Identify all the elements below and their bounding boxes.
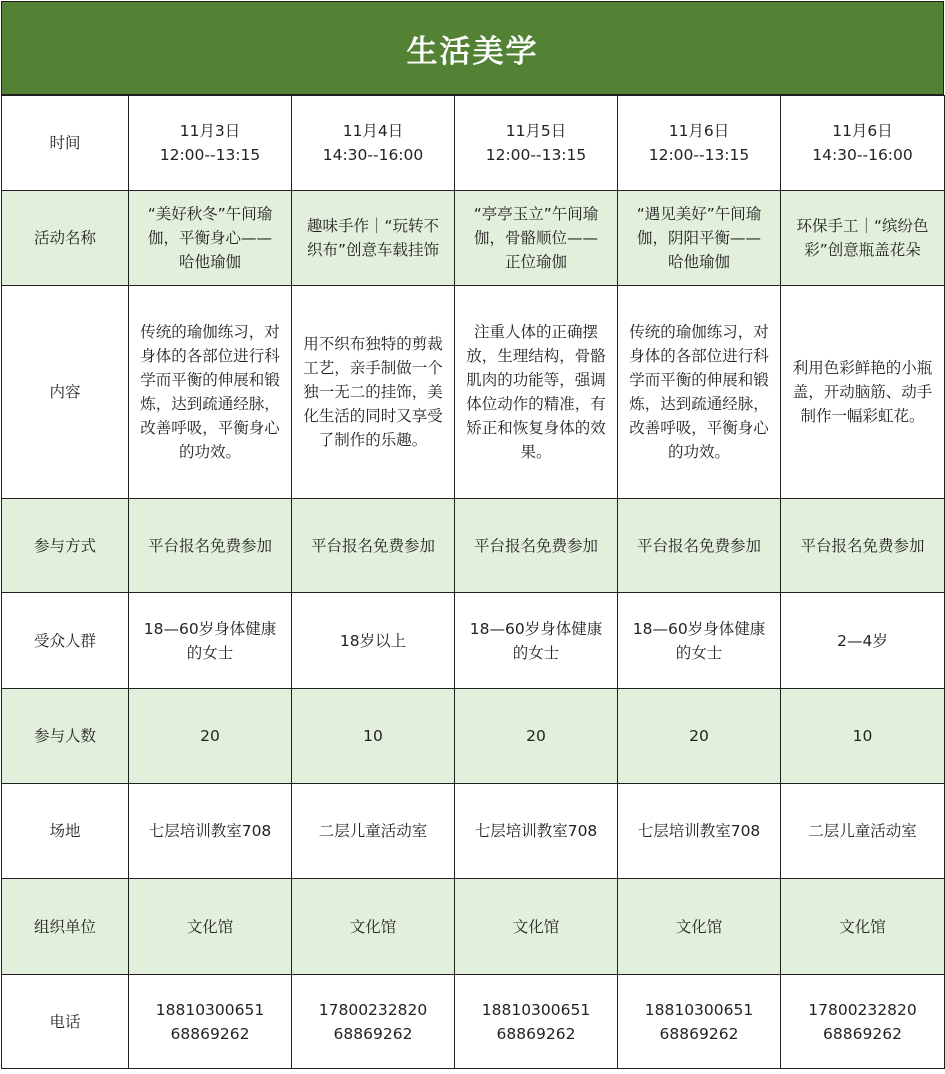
cell-line: “美好秋冬”午间瑜 [147,205,273,223]
row-label: 活动名称 [2,191,129,286]
table-cell [781,191,945,286]
cell-line: 18—60岁身体健康 [632,619,766,638]
cell-line: 的女士 [186,643,234,662]
cell-line: 体位动作的精准，有 [466,395,606,413]
cell-line: 盖，开动脑筋、动手 [792,383,933,401]
page-title: 生活美学 [406,33,539,70]
cell-line: 14:30--16:00 [812,146,913,164]
cell-line: 炼，达到疏通经脉， [629,395,769,413]
table-cell: 二层儿童活动室 [781,784,945,879]
cell-line: 17800232820 [318,1000,428,1019]
table-cell: 20 [618,689,781,784]
cell-line: 彩”创意瓶盖花朵 [804,241,921,259]
cell-line: 18810300651 [155,1000,265,1019]
table-cell [292,96,455,191]
cell-line: 利用色彩鲜艳的小瓶 [792,359,933,377]
cell-line: 68869262 [333,1024,413,1043]
cell-line: 传统的瑜伽练习，对 [140,323,280,341]
table-cell [292,593,455,689]
cell-line: 12:00--13:15 [485,146,587,164]
cell-line: 改善呼吸，平衡身心 [140,419,280,437]
cell-line: 哈他瑜伽 [667,253,730,271]
cell-line: 炼，达到疏通经脉， [140,395,280,413]
table-cell: 文化馆 [455,879,618,975]
table-cell [618,286,781,499]
row-label: 内容 [2,286,129,499]
table-cell [129,593,292,689]
cell-line: 11月4日 [342,122,404,140]
cell-line: 果。 [520,443,552,461]
cell-line: 68869262 [496,1024,576,1043]
row-content [2,286,945,499]
cell-line: 11月5日 [505,122,567,140]
cell-line: 11月6日 [832,122,893,140]
table-cell [455,593,618,689]
cell-line: 制作一幅彩虹花。 [800,407,925,425]
schedule-table [1,95,945,1069]
table-cell: 七层培训教室708 [129,784,292,879]
table-cell [781,593,945,689]
cell-line: 伽，阴阳平衡—— [636,229,761,247]
cell-line: 化生活的同时又享受 [303,407,443,425]
table-cell: 20 [455,689,618,784]
table-cell [455,975,618,1069]
table-cell: 文化馆 [781,879,945,975]
table-cell: 文化馆 [292,879,455,975]
row-label: 组织单位 [2,879,129,975]
cell-line: 17800232820 [808,1000,917,1019]
cell-line: 身体的各部位进行科 [629,347,769,365]
cell-line: 的功效。 [178,443,241,461]
table-cell [292,975,455,1069]
schedule-sheet [1,1,944,1072]
table-cell [455,96,618,191]
table-cell [129,975,292,1069]
cell-line: 伽，骨骼顺位—— [473,229,598,247]
cell-line: 68869262 [659,1024,739,1043]
table-cell: 文化馆 [618,879,781,975]
table-cell: 平台报名免费参加 [781,499,945,593]
row-label: 受众人群 [2,593,129,689]
row-label: 电话 [2,975,129,1069]
cell-line: 改善呼吸，平衡身心 [629,419,769,437]
table-cell [129,96,292,191]
table-cell [781,975,945,1069]
row-label: 场地 [2,784,129,879]
cell-line: 环保手工｜“缤纷色 [796,217,929,235]
table-cell: 20 [129,689,292,784]
row-audience [2,593,945,689]
table-cell [455,191,618,286]
table-cell [618,96,781,191]
row-phone [2,975,945,1069]
table-cell [781,286,945,499]
cell-line: 18—60岁身体健康 [143,619,277,638]
cell-line: 12:00--13:15 [648,146,750,164]
cell-line: 肌肉的功能等，强调 [466,371,606,389]
row-participant-count [2,689,945,784]
table-cell: 七层培训教室708 [618,784,781,879]
cell-line: 12:00--13:15 [159,146,261,164]
cell-line: 68869262 [170,1024,250,1043]
cell-line: 18810300651 [481,1000,591,1019]
row-organizer [2,879,945,975]
table-cell [618,975,781,1069]
table-cell: 平台报名免费参加 [455,499,618,593]
cell-line: “亭亭玉立”午间瑜 [473,205,599,223]
cell-line: 2—4岁 [837,631,888,650]
table-cell: 二层儿童活动室 [292,784,455,879]
table-cell [129,286,292,499]
table-cell: 平台报名免费参加 [129,499,292,593]
row-label: 时间 [2,96,129,191]
table-cell: 平台报名免费参加 [292,499,455,593]
cell-line: 18—60岁身体健康 [469,619,603,638]
cell-line: 传统的瑜伽练习，对 [629,323,769,341]
cell-line: 独一无二的挂饰，美 [303,383,443,401]
table-cell [781,96,945,191]
cell-line: 注重人体的正确摆 [473,323,598,341]
title-banner [1,1,944,95]
cell-line: 伽，平衡身心—— [147,229,272,247]
table-cell [618,593,781,689]
row-time [2,96,945,191]
cell-line: 11月6日 [668,122,730,140]
cell-line: 14:30--16:00 [322,146,424,164]
table-cell [618,191,781,286]
table-cell [292,286,455,499]
table-cell [129,191,292,286]
cell-line: 矫正和恢复身体的效 [466,419,606,437]
cell-line: 了制作的乐趣。 [318,431,428,449]
table-cell [455,286,618,499]
table-cell: 文化馆 [129,879,292,975]
cell-line: 正位瑜伽 [504,253,567,271]
cell-line: 趣味手作｜“玩转不 [306,217,440,235]
cell-line: 学而平衡的伸展和锻 [629,371,769,389]
cell-line: “遇见美好”午间瑜 [636,205,762,223]
row-activity-name [2,191,945,286]
cell-line: 工艺，亲手制做一个 [303,359,443,377]
row-participation-method [2,499,945,593]
table-cell: 平台报名免费参加 [618,499,781,593]
row-venue [2,784,945,879]
cell-line: 放，生理结构，骨骼 [466,347,606,365]
table-cell: 10 [292,689,455,784]
cell-line: 身体的各部位进行科 [140,347,280,365]
cell-line: 用不织布独特的剪裁 [303,335,443,353]
table-cell: 七层培训教室708 [455,784,618,879]
cell-line: 的女士 [512,643,560,662]
cell-line: 织布”创意车载挂饰 [306,241,440,259]
cell-line: 11月3日 [179,122,241,140]
cell-line: 哈他瑜伽 [178,253,241,271]
table-cell [292,191,455,286]
row-label: 参与人数 [2,689,129,784]
table-cell: 10 [781,689,945,784]
cell-line: 68869262 [823,1024,902,1043]
cell-line: 18岁以上 [339,631,407,650]
cell-line: 的女士 [675,643,723,662]
cell-line: 的功效。 [667,443,730,461]
cell-line: 学而平衡的伸展和锻 [140,371,280,389]
cell-line: 18810300651 [644,1000,754,1019]
row-label: 参与方式 [2,499,129,593]
